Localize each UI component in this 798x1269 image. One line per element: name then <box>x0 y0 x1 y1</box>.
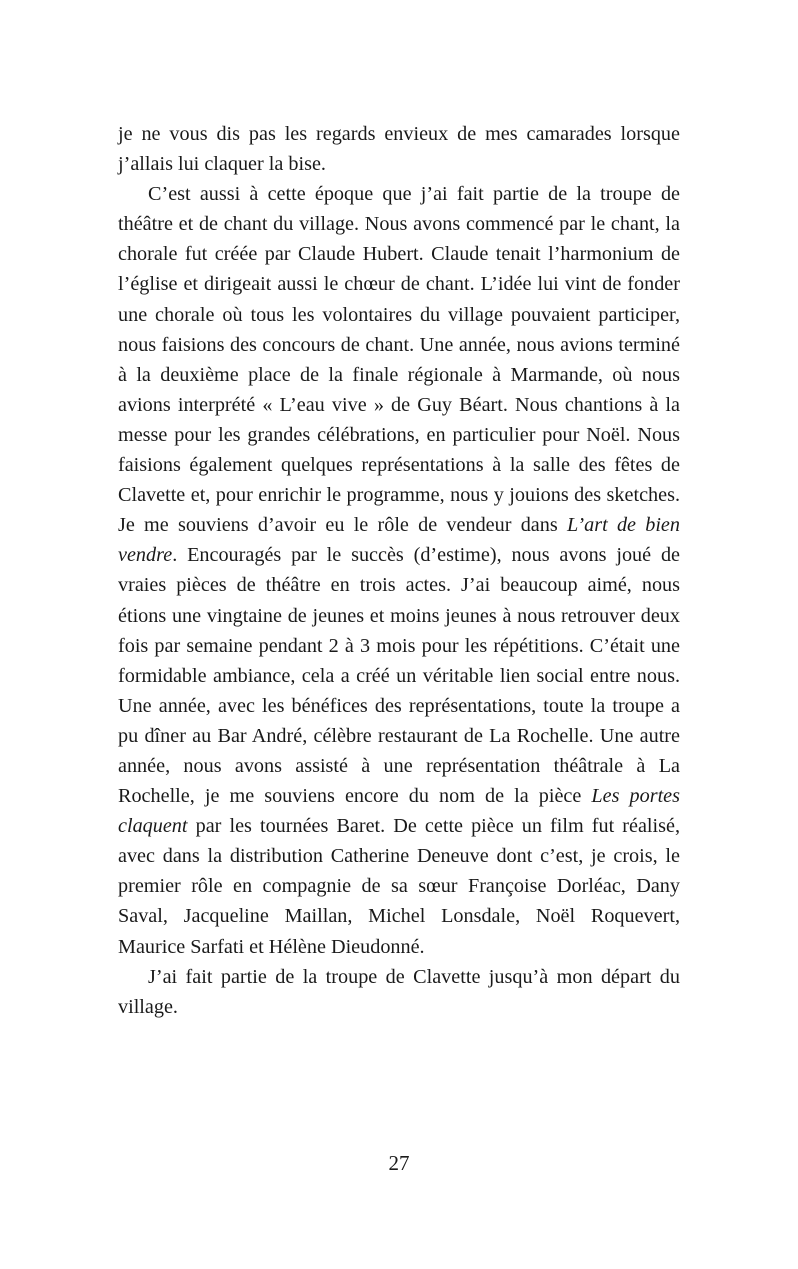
paragraph <box>118 962 680 1022</box>
italic-title: L’art de bien vendre <box>118 514 680 567</box>
page-number: 27 <box>388 1151 410 1175</box>
text-run: . Encouragés par le succès (d’estime), nous avons joué de vraies pièces de théâtre en trois actes. J’ai beaucoup aimé, nous étions une vingtaine de jeunes et moins jeunes à nous retrouver deux fois par semaine pendant 2 à 3 mois pour les répétitions. C’était une formidable ambiance, cela a créé un véritable lien social entre nous. Une année, avec les bénéfices des représentations, toute la troupe a pu dîner au Bar André, célèbre restaurant de La Rochelle. Une autre année, nous avons assisté à une représentation théâtrale à La Rochelle, je me souviens encore du nom de la pièce <box>118 544 680 808</box>
paragraph <box>118 119 680 179</box>
text-run: C’est aussi à cette époque que j’ai fait partie de la troupe de théâtre et de chant du village. Nous avons commencé par le chant, la chorale fut créée par Claude Hubert. Claude tenait l’harmonium de l’église et dirigeait aussi le chœur de chant. L’idée lui vint de fonder une chorale où tous les volontaires du village pouvaient participer, nous faisions des concours de chant. Une année, nous avions terminé à la deuxième place de la finale régionale à Marmande, où nous avions interprété « L’eau vive » de Guy Béart. Nous chantions à la messe pour les grandes célébrations, en particulier pour Noël. Nous faisions également quelques représentations à la salle des fêtes de Clavette et, pour enrichir le programme, nous y jouions des sketches. Je me souviens d’avoir eu le rôle de vendeur dans <box>118 183 680 537</box>
text-run: par les tournées Baret. De cette pièce un film fut réalisé, avec dans la distribution Catherine Deneuve dont c’est, je crois, le premier rôle en compagnie de sa sœur Françoise Dorléac, Dany Saval, Jacqueline Maillan, Michel Lonsdale, Noël Roquevert, Maurice Sarfati et Hélène Dieudonné. <box>118 815 680 958</box>
italic-title: Les portes claquent <box>118 785 680 838</box>
text-run: je ne vous dis pas les regards envieux de mes camarades lorsque j’allais lui claquer la bise. <box>118 123 680 176</box>
paragraph <box>118 179 680 961</box>
text-run: J’ai fait partie de la troupe de Clavette jusqu’à mon départ du village. <box>118 965 680 1018</box>
body-text <box>118 119 680 1022</box>
